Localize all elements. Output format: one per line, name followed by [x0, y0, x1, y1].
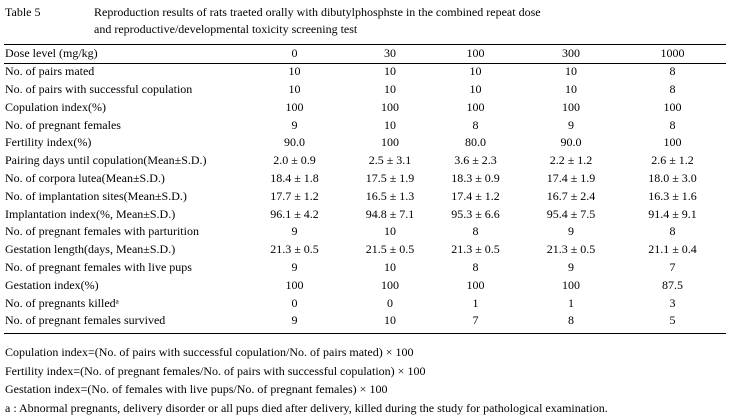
row-value: 7 [472, 313, 479, 328]
row-value: 9 [291, 117, 298, 132]
row-value: 17.5 ± 1.9 [365, 170, 415, 185]
row-value: 9 [291, 259, 298, 274]
footnote-copulation-index: Copulation index=(No. of pairs with successful copulation/No. of pairs mated) × 100 [5, 345, 414, 359]
table-number: Table 5 [5, 5, 41, 19]
header-cell: 0 [291, 46, 298, 61]
footnote-fertility-index: Fertility index=(No. of pregnant females/No. of pairs with successful copulation) × 100 [5, 363, 426, 378]
row-value: 100 [381, 99, 399, 114]
row-value: 16.3 ± 1.6 [648, 188, 697, 203]
table-row [4, 187, 726, 205]
row-value: 17.4 ± 1.2 [451, 188, 500, 203]
row-value: 1 [472, 295, 479, 310]
row-value: 8 [669, 64, 676, 79]
row-value: 100 [285, 99, 304, 114]
row-label: Copulation index(%) [5, 99, 106, 114]
row-value: 17.7 ± 1.2 [270, 188, 319, 203]
row-value: 18.0 ± 3.0 [648, 170, 697, 185]
row-label: Fertility index(%) [5, 135, 92, 150]
table-row [4, 81, 726, 99]
row-label: Pairing days until copulation(Mean±S.D.) [5, 153, 207, 168]
row-value: 100 [663, 99, 682, 114]
header-cell: 100 [466, 46, 485, 61]
row-value: 10 [384, 64, 396, 79]
footnote-gestation-index: Gestation index=(No. of females with live pups/No. of pregnant females) × 100 [5, 382, 388, 396]
row-value: 1 [568, 295, 574, 310]
row-value: 100 [466, 99, 485, 114]
header-cell: 1000 [660, 46, 685, 61]
table-row [4, 259, 726, 277]
table-row [4, 63, 726, 81]
row-value: 10 [384, 117, 396, 132]
row-value: 8 [472, 117, 479, 132]
header-cell: 300 [562, 46, 580, 61]
row-label: No. of pairs mated [5, 64, 95, 79]
row-value: 16.7 ± 2.4 [546, 188, 596, 203]
row-value: 9 [291, 313, 298, 328]
table-row [4, 312, 726, 330]
row-value: 95.3 ± 6.6 [451, 206, 500, 221]
row-value: 8 [669, 81, 676, 96]
row-label: No. of corpora lutea(Mean±S.D.) [5, 170, 165, 185]
table-row [4, 134, 726, 152]
row-label: No. of pregnant females [5, 117, 121, 132]
footnote-a: a : Abnormal pregnants, delivery disorder or all pups died after delivery, killed during the study for pathological examination. [5, 400, 608, 415]
header-row [4, 45, 726, 63]
row-value: 21.1 ± 0.4 [648, 242, 697, 257]
row-value: 21.3 ± 0.5 [451, 242, 500, 257]
footnotes [5, 343, 727, 417]
results-table-body [4, 45, 726, 330]
table-row [4, 170, 726, 188]
row-value: 10 [384, 259, 396, 274]
row-value: 10 [469, 64, 482, 79]
row-value: 16.5 ± 1.3 [365, 188, 415, 203]
row-value: 10 [288, 64, 301, 79]
row-value: 10 [565, 81, 577, 96]
row-value: 3.6 ± 2.3 [454, 153, 497, 168]
row-value: 9 [568, 259, 574, 274]
row-label: No. of pregnants killedᵃ [5, 295, 119, 310]
row-value: 100 [285, 277, 304, 292]
row-value: 2.5 ± 3.1 [368, 153, 412, 168]
table-row [4, 98, 726, 116]
row-value: 100 [562, 277, 580, 292]
row-label: No. of pairs with successful copulation [5, 81, 193, 96]
row-value: 10 [288, 81, 301, 96]
row-value: 91.4 ± 9.1 [648, 206, 697, 221]
results-table [4, 45, 726, 330]
row-value: 21.3 ± 0.5 [270, 242, 319, 257]
table-row [4, 276, 726, 294]
row-label: No. of pregnant females survived [5, 313, 166, 328]
row-label: No. of pregnant females with live pups [5, 259, 192, 274]
table-title-line-1: Reproduction results of rats traeted orally with dibutylphosphste in the combined repeat dose [94, 5, 541, 19]
row-value: 8 [669, 117, 676, 132]
row-value: 18.4 ± 1.8 [270, 170, 319, 185]
row-value: 7 [669, 259, 676, 274]
row-value: 18.3 ± 0.9 [451, 170, 500, 185]
table-row [4, 152, 726, 170]
row-label: No. of pregnant females with parturition [5, 224, 199, 239]
row-value: 100 [663, 135, 682, 150]
row-value: 100 [381, 277, 399, 292]
row-value: 2.0 ± 0.9 [273, 153, 316, 168]
row-value: 8 [472, 259, 479, 274]
row-label: Gestation index(%) [5, 277, 99, 292]
row-value: 3 [669, 295, 676, 310]
header-cell: 30 [384, 46, 396, 61]
row-value: 17.4 ± 1.9 [546, 170, 596, 185]
row-value: 96.1 ± 4.2 [270, 206, 319, 221]
row-value: 10 [384, 224, 396, 239]
row-value: 2.6 ± 1.2 [651, 153, 694, 168]
row-value: 10 [469, 81, 482, 96]
table-row [4, 294, 726, 312]
row-value: 87.5 [662, 277, 683, 292]
row-value: 90.0 [560, 135, 582, 150]
row-value: 0 [387, 295, 393, 310]
row-value: 21.3 ± 0.5 [546, 242, 596, 257]
row-value: 100 [562, 99, 580, 114]
table-row [4, 241, 726, 259]
row-value: 90.0 [284, 135, 305, 150]
bottom-rule [4, 333, 726, 334]
header-cell: Dose level (mg/kg) [5, 46, 98, 61]
row-value: 94.8 ± 7.1 [365, 206, 415, 221]
row-value: 10 [384, 313, 396, 328]
row-value: 8 [568, 313, 574, 328]
row-value: 95.4 ± 7.5 [546, 206, 596, 221]
table-row [4, 223, 726, 241]
row-value: 100 [381, 135, 399, 150]
row-value: 9 [568, 224, 574, 239]
table-title [94, 4, 724, 38]
row-value: 9 [291, 224, 298, 239]
row-value: 2.2 ± 1.2 [549, 153, 593, 168]
row-value: 5 [669, 313, 676, 328]
row-label: Implantation index(%, Mean±S.D.) [5, 206, 176, 221]
row-value: 100 [466, 277, 485, 292]
row-value: 80.0 [465, 135, 486, 150]
row-value: 10 [565, 64, 577, 79]
row-value: 10 [384, 81, 396, 96]
row-value: 8 [472, 224, 479, 239]
row-value: 0 [291, 295, 298, 310]
table-row [4, 116, 726, 134]
row-value: 21.5 ± 0.5 [365, 242, 415, 257]
row-label: No. of implantation sites(Mean±S.D.) [5, 188, 187, 203]
table-row [4, 205, 726, 223]
row-label: Gestation length(days, Mean±S.D.) [5, 242, 176, 257]
table-title-line-2: and reproductive/developmental toxicity screening test [94, 22, 358, 36]
row-value: 9 [568, 117, 574, 132]
row-value: 8 [669, 224, 676, 239]
